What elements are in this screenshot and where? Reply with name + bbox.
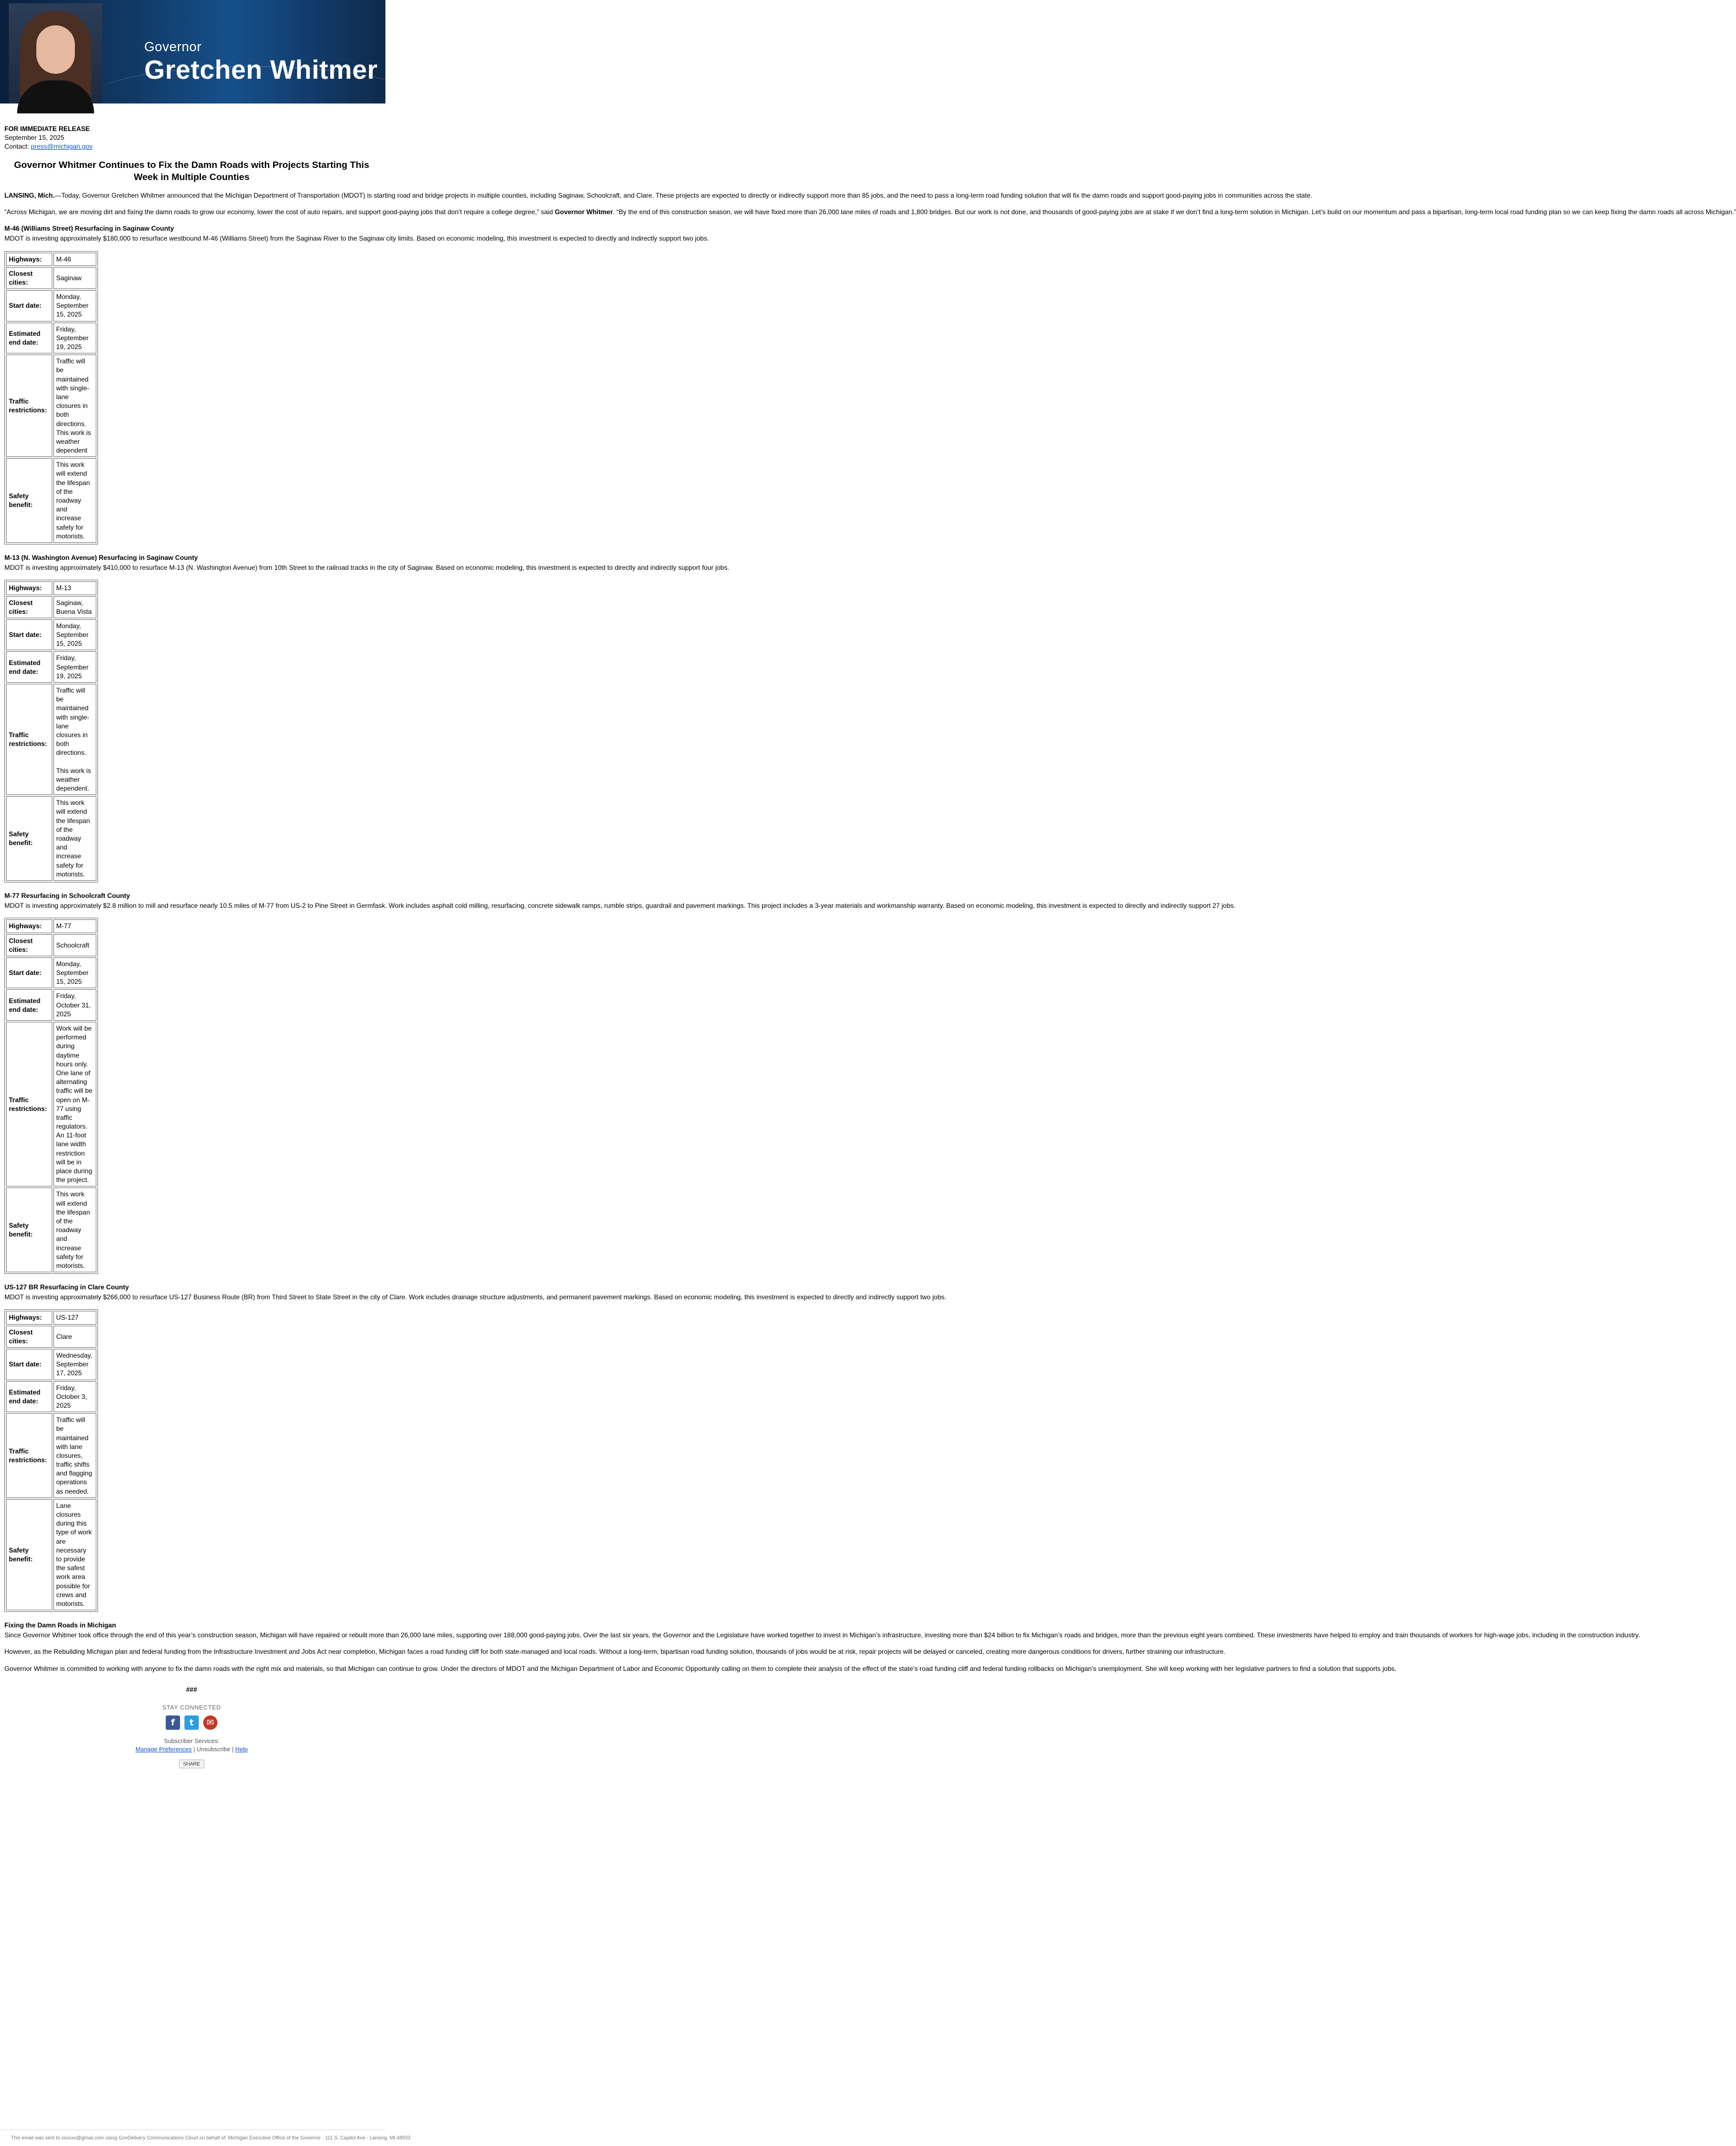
- detail-label: Estimated end date:: [6, 651, 52, 683]
- table-row: [6, 1311, 96, 1324]
- project-sections: [4, 224, 1236, 1612]
- detail-label: Closest cities:: [6, 1326, 52, 1348]
- section-paragraph: MDOT is investing approximately $180,000 to resurface westbound M-46 (Williams Street) from the Saginaw River to the Saginaw city limits. Based on economic modeling, this investment is expected to directly and indirectly support two jobs.: [4, 235, 709, 243]
- detail-label: Traffic restrictions:: [6, 684, 52, 795]
- table-row: [6, 919, 96, 933]
- detail-value: This work will extend the lifespan of the roadway and increase safety for motorists.: [53, 1188, 96, 1272]
- detail-label: Safety benefit:: [6, 458, 52, 543]
- social-links: [4, 1715, 379, 1730]
- section-paragraph: MDOT is investing approximately $410,000 to resurface M-13 (N. Washington Avenue) from 10th Street to the railroad tracks in the city of Saginaw. Based on economic modeling, this investment is expected to directly and indirectly support four jobs.: [4, 564, 730, 572]
- table-row: [6, 253, 96, 266]
- detail-label: Highways:: [6, 253, 52, 266]
- project-details-table: [4, 580, 98, 883]
- table-row: [6, 1381, 96, 1413]
- table-row: [6, 1413, 96, 1498]
- detail-label: Highways:: [6, 581, 52, 595]
- contact-label: Contact:: [4, 143, 29, 151]
- detail-value: Traffic will be maintained with lane closures, traffic shifts and flagging operations as needed.: [53, 1413, 96, 1498]
- detail-value: Monday, September 15, 2025: [53, 290, 96, 322]
- detail-value: Friday, September 19, 2025: [53, 651, 96, 683]
- detail-value: This work will extend the lifespan of the roadway and increase safety for motorists.: [53, 796, 96, 881]
- table-row: [6, 989, 96, 1021]
- press-release-body: [0, 124, 1736, 1768]
- detail-label: Safety benefit:: [6, 1499, 52, 1610]
- detail-label: Closest cities:: [6, 596, 52, 618]
- detail-label: Start date:: [6, 290, 52, 322]
- table-row: [6, 1022, 96, 1186]
- detail-label: Traffic restrictions:: [6, 1022, 52, 1186]
- project-section: [4, 1283, 946, 1612]
- table-row: [6, 619, 96, 651]
- detail-label: Highways:: [6, 919, 52, 933]
- table-row: [6, 1349, 96, 1380]
- table-row: [6, 290, 96, 322]
- detail-label: Estimated end date:: [6, 1381, 52, 1413]
- table-row: [6, 267, 96, 289]
- project-section: [4, 224, 709, 544]
- governor-banner: [0, 0, 385, 104]
- detail-value: Traffic will be maintained with single-lane closures in both directions. This work is weather dependent.: [53, 684, 96, 795]
- section-heading: M-77 Resurfacing in Schoolcraft County: [4, 891, 130, 900]
- twitter-icon[interactable]: t: [184, 1715, 199, 1730]
- detail-value: This work will extend the lifespan of the roadway and increase safety for motorists.: [53, 458, 96, 543]
- end-marks: ###: [186, 1685, 198, 1693]
- detail-value: Work will be performed during daytime hours only. One lane of alternating traffic will be open on M-77 using traffic regulators. An 11-foot lane width restriction will be in place during the project.: [53, 1022, 96, 1186]
- email-icon[interactable]: ✉: [203, 1715, 217, 1730]
- section-paragraph: MDOT is investing approximately $2.8 million to mill and resurface nearly 10.5 miles of M-77 from US-2 to Pine Street in Germfask. Work includes asphalt cold milling, resurfacing, concrete sidewalk ramps, rumble strips, guardrail and pavement markings. This project includes a 3-year materials and workmanship warranty. Based on economic modeling, this investment is expected to directly and indirectly support 27 jobs.: [4, 902, 1236, 910]
- table-row: [6, 596, 96, 618]
- intro-paragraph: [4, 191, 1313, 200]
- subscriber-services: [4, 1738, 379, 1754]
- closing-paragraph-2: However, as the Rebuilding Michigan plan and federal funding from the Infrastructure Investment and Jobs Act near completion, Michigan faces a road funding cliff for both state-managed and local roads. Without a long-term, bipartisan road funding solution, thousands of jobs would be at risk, repair projects will be delayed or canceled, creating more dangerous conditions for drivers, further straining our infrastructure.: [4, 1648, 1226, 1656]
- detail-value: Saginaw: [53, 267, 96, 289]
- project-section: [4, 553, 730, 883]
- project-section: [4, 891, 1236, 1274]
- release-contact: [4, 142, 379, 151]
- detail-value: Friday, October 3, 2025: [53, 1381, 96, 1413]
- intro-text: —Today, Governor Gretchen Whitmer announced that the Michigan Department of Transportation (MDOT) is starting road and bridge projects in multiple counties, including Saginaw, Schoolcraft, and Clare. These projects are expected to directly or indirectly support more than 85 jobs, and the need to pass a long-term road funding solution that will fix the damn roads and support good-paying jobs in communities across the state.: [55, 191, 1313, 199]
- table-row: [6, 651, 96, 683]
- link-separator: |: [232, 1746, 234, 1753]
- detail-value: Schoolcraft: [53, 934, 96, 956]
- table-row: [6, 581, 96, 595]
- project-details-table: [4, 918, 98, 1274]
- detail-value: Saginaw, Buena Vista: [53, 596, 96, 618]
- page-title: Governor Whitmer Continues to Fix the Damn Roads with Projects Starting This Week in Multiple Counties: [14, 159, 369, 182]
- email-disclaimer: This email was sent to xxxxxx@gmail.com using GovDelivery Communications Cloud on behalf of: Michigan Executive Office of the Governor · 111 S. Capitol Ave · Lansing, MI 48933: [0, 2129, 385, 2146]
- detail-value: Wednesday, September 17, 2025: [53, 1349, 96, 1380]
- section-heading: US-127 BR Resurfacing in Clare County: [4, 1283, 129, 1292]
- email-footer: [4, 1685, 379, 1768]
- section-paragraph: MDOT is investing approximately $266,000 to resurface US-127 Business Route (BR) from Third Street to State Street in the city of Clare. Work includes drainage structure adjustments, and permanent pavement markings. Based on economic modeling, this investment is expected to directly and indirectly support two jobs.: [4, 1293, 946, 1301]
- contact-email-link[interactable]: press@michigan.gov: [31, 143, 93, 151]
- facebook-icon[interactable]: f: [166, 1715, 180, 1730]
- table-row: [6, 957, 96, 989]
- detail-value: Monday, September 15, 2025: [53, 619, 96, 651]
- detail-value: Friday, October 31, 2025: [53, 989, 96, 1021]
- detail-value: Monday, September 15, 2025: [53, 957, 96, 989]
- banner-kicker: Governor: [144, 40, 202, 55]
- quote-rest: . “By the end of this construction season, we will have fixed more than 26,000 lane miles of roads and 1,800 bridges. But our work is not done, and thousands of good-paying jobs are at stake if we don’t find a long-term solution in Michigan. Let’s build on our momentum and pass a bipartisan, long-term local road funding plan so we can keep fixing the damn roads all across Michigan.”: [613, 208, 1736, 216]
- release-label: FOR IMMEDIATE RELEASE: [4, 125, 90, 133]
- manage-preferences-link[interactable]: Manage Preferences: [135, 1746, 192, 1753]
- help-link[interactable]: Help: [235, 1746, 248, 1753]
- subscriber-services-label: Subscriber Services:: [164, 1738, 220, 1745]
- detail-label: Estimated end date:: [6, 323, 52, 354]
- project-details-table: [4, 1309, 98, 1612]
- detail-value: Traffic will be maintained with single-lane closures in both directions. This work is weather dependent: [53, 355, 96, 457]
- table-row: [6, 796, 96, 881]
- closing-heading: Fixing the Damn Roads in Michigan: [4, 1621, 116, 1630]
- detail-label: Traffic restrictions:: [6, 355, 52, 457]
- quote-paragraph: [4, 208, 1736, 216]
- section-heading: M-46 (Williams Street) Resurfacing in Saginaw County: [4, 225, 174, 233]
- table-row: [6, 355, 96, 457]
- detail-label: Traffic restrictions:: [6, 1413, 52, 1498]
- table-row: [6, 458, 96, 543]
- table-row: [6, 1326, 96, 1348]
- stay-connected-label: STAY CONNECTED: [162, 1704, 221, 1711]
- detail-value: Friday, September 19, 2025: [53, 323, 96, 354]
- release-date: September 15, 2025: [4, 134, 64, 142]
- project-details-table: [4, 251, 98, 544]
- detail-value: M-77: [53, 919, 96, 933]
- table-row: [6, 323, 96, 354]
- table-row: [6, 934, 96, 956]
- section-heading: M-13 (N. Washington Avenue) Resurfacing in Saginaw County: [4, 553, 198, 562]
- detail-value: Lane closures during this type of work are necessary to provide the safest work area possible for crews and motorists.: [53, 1499, 96, 1610]
- table-row: [6, 684, 96, 795]
- closing-paragraph-1: Since Governor Whitmer took office through the end of this year’s construction season, Michigan will have repaired or rebuilt more than 26,000 lane miles, supporting over 188,000 good-paying jobs. Over the last six years, the Governor and the Legislature have worked together to invest in Michigan’s infrastructure, investing more than $24 billion to fix Michigan’s roads and bridges, more than the previous eight years combined. These investments have helped to employ and train thousands of workers for high-wage jobs, including in the construction industry.: [4, 1631, 1640, 1640]
- detail-label: Estimated end date:: [6, 989, 52, 1021]
- detail-label: Safety benefit:: [6, 1188, 52, 1272]
- detail-label: Highways:: [6, 1311, 52, 1324]
- detail-label: Start date:: [6, 1349, 52, 1380]
- table-row: [6, 1188, 96, 1272]
- detail-label: Safety benefit:: [6, 796, 52, 881]
- detail-label: Closest cities:: [6, 934, 52, 956]
- dateline: LANSING, Mich.: [4, 191, 55, 199]
- quote-speaker: Governor Whitmer: [554, 208, 613, 216]
- governor-portrait-icon: [9, 3, 102, 104]
- detail-value: M-13: [53, 581, 96, 595]
- table-row: [6, 1499, 96, 1610]
- detail-label: Start date:: [6, 957, 52, 989]
- detail-value: Clare: [53, 1326, 96, 1348]
- link-separator: |: [193, 1746, 195, 1753]
- banner-name: Gretchen Whitmer: [144, 56, 378, 85]
- share-button[interactable]: SHARE: [179, 1760, 204, 1768]
- detail-value: M-46: [53, 253, 96, 266]
- quote-open: “Across Michigan, we are moving dirt and fixing the damn roads to grow our economy, lower the cost of auto repairs, and support good-paying jobs that don’t require a college degree,” said: [4, 208, 555, 216]
- detail-label: Start date:: [6, 619, 52, 651]
- closing-paragraph-3: Governor Whitmer is committed to working with anyone to fix the damn roads with the right mix and materials, so that Michigan can continue to grow. Under the directors of MDOT and the Michigan Department of Labor and Economic Opportunity calling on them to complete their analysis of the effect of the state’s road funding cliff and federal funding rollbacks on Michigan’s unemployment. She will keep working with her legislative partners to find a solution that supports jobs.: [4, 1664, 1397, 1673]
- detail-label: Closest cities:: [6, 267, 52, 289]
- unsubscribe-link[interactable]: Unsubscribe: [197, 1746, 231, 1753]
- detail-value: US-127: [53, 1311, 96, 1324]
